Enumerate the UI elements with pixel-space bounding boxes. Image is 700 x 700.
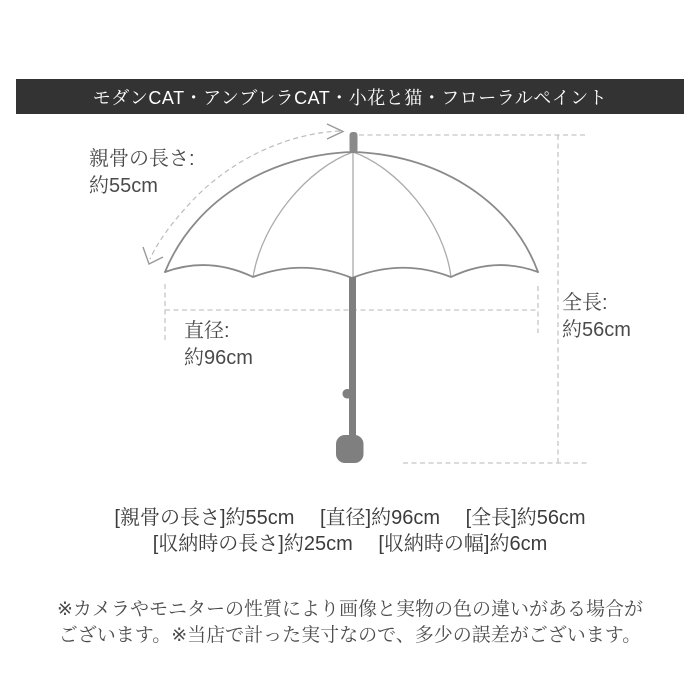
diameter-label: [184, 318, 253, 372]
disclaimer-note: [0, 597, 700, 649]
total-length-caption: 全長:: [562, 292, 608, 314]
umbrella-art: [165, 132, 538, 463]
umbrella-canopy: [165, 152, 538, 278]
umbrella-handle: [336, 435, 364, 463]
umbrella-runner-button: [343, 389, 353, 399]
diameter-caption: 直径:: [184, 320, 230, 342]
product-title: モダンCAT・アンブレラCAT・小花と猫・フローラルペイント: [92, 87, 608, 108]
arrowhead-bottom-icon: [143, 247, 163, 264]
spec-line-1: [0, 505, 700, 531]
spec-summary: [0, 505, 700, 557]
spec-item-total-length: [全長]約56cm: [465, 507, 586, 529]
diameter-value: 約96cm: [184, 347, 253, 369]
spec-item-folded-length: [収納時の長さ]約25cm: [152, 533, 353, 555]
canopy-scalloped-hem: [165, 265, 538, 278]
rib-length-caption: 親骨の長さ:: [89, 148, 195, 170]
rib-length-value: 約55cm: [89, 175, 158, 197]
disclaimer-line-2: ございます。※当店で計った実寸なので、多少の誤差がございます。: [58, 625, 642, 646]
spec-line-2: [0, 531, 700, 557]
rib-length-label: [89, 146, 195, 200]
umbrella-ferrule: [350, 132, 358, 153]
disclaimer-line-1: ※カメラやモニターの性質により画像と実物の色の違いがある場合が: [57, 599, 643, 620]
dimension-lines: [165, 135, 587, 463]
spec-item-rib-length: [親骨の長さ]約55cm: [114, 507, 295, 529]
total-length-value: 約56cm: [562, 319, 631, 341]
umbrella-inner-ribs: [253, 152, 451, 277]
spec-item-folded-width: [収納時の幅]約6cm: [378, 533, 548, 555]
spec-item-diameter: [直径]約96cm: [319, 507, 441, 529]
inner-rib-right: [353, 152, 451, 277]
total-length-label: [562, 290, 631, 344]
